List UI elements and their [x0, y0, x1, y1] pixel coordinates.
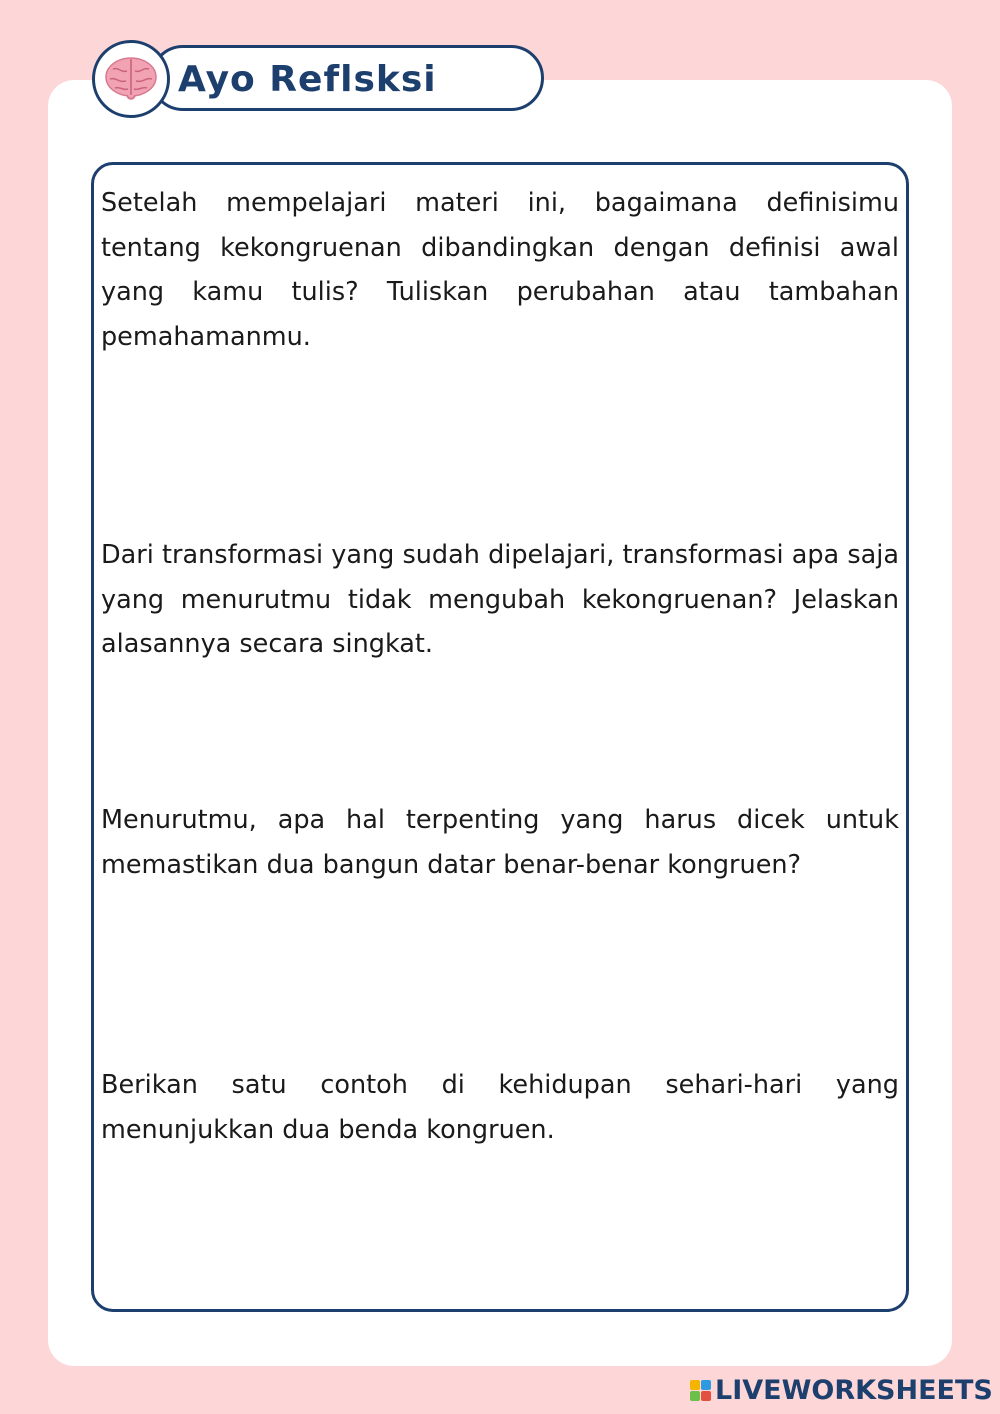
brain-icon	[101, 51, 161, 107]
question-4: Berikan satu contoh di kehidupan sehari-hari yang menunjukkan dua benda kongruen.	[101, 1070, 899, 1145]
liveworksheets-brand: LIVEWORKSHEETS	[715, 1374, 993, 1406]
liveworksheets-icon	[690, 1380, 711, 1401]
question-3: Menurutmu, apa hal terpenting yang harus dicek untuk memastikan dua bangun datar benar-benar kongruen?	[101, 805, 899, 880]
question-2: Dari transformasi yang sudah dipelajari, transformasi apa saja yang menurutmu tidak mengubah kekongruenan? Jelaskan alasannya secara singkat.	[101, 540, 899, 659]
question-1: Setelah mempelajari materi ini, bagaimana definisimu tentang kekongruenan dibandingkan dengan definisi awal yang kamu tulis? Tuliskan perubahan atau tambahan pemahamanmu.	[101, 188, 899, 352]
brain-badge	[92, 40, 170, 118]
page-title: Ayo Reflsksi	[178, 59, 437, 100]
liveworksheets-logo	[690, 1374, 993, 1406]
